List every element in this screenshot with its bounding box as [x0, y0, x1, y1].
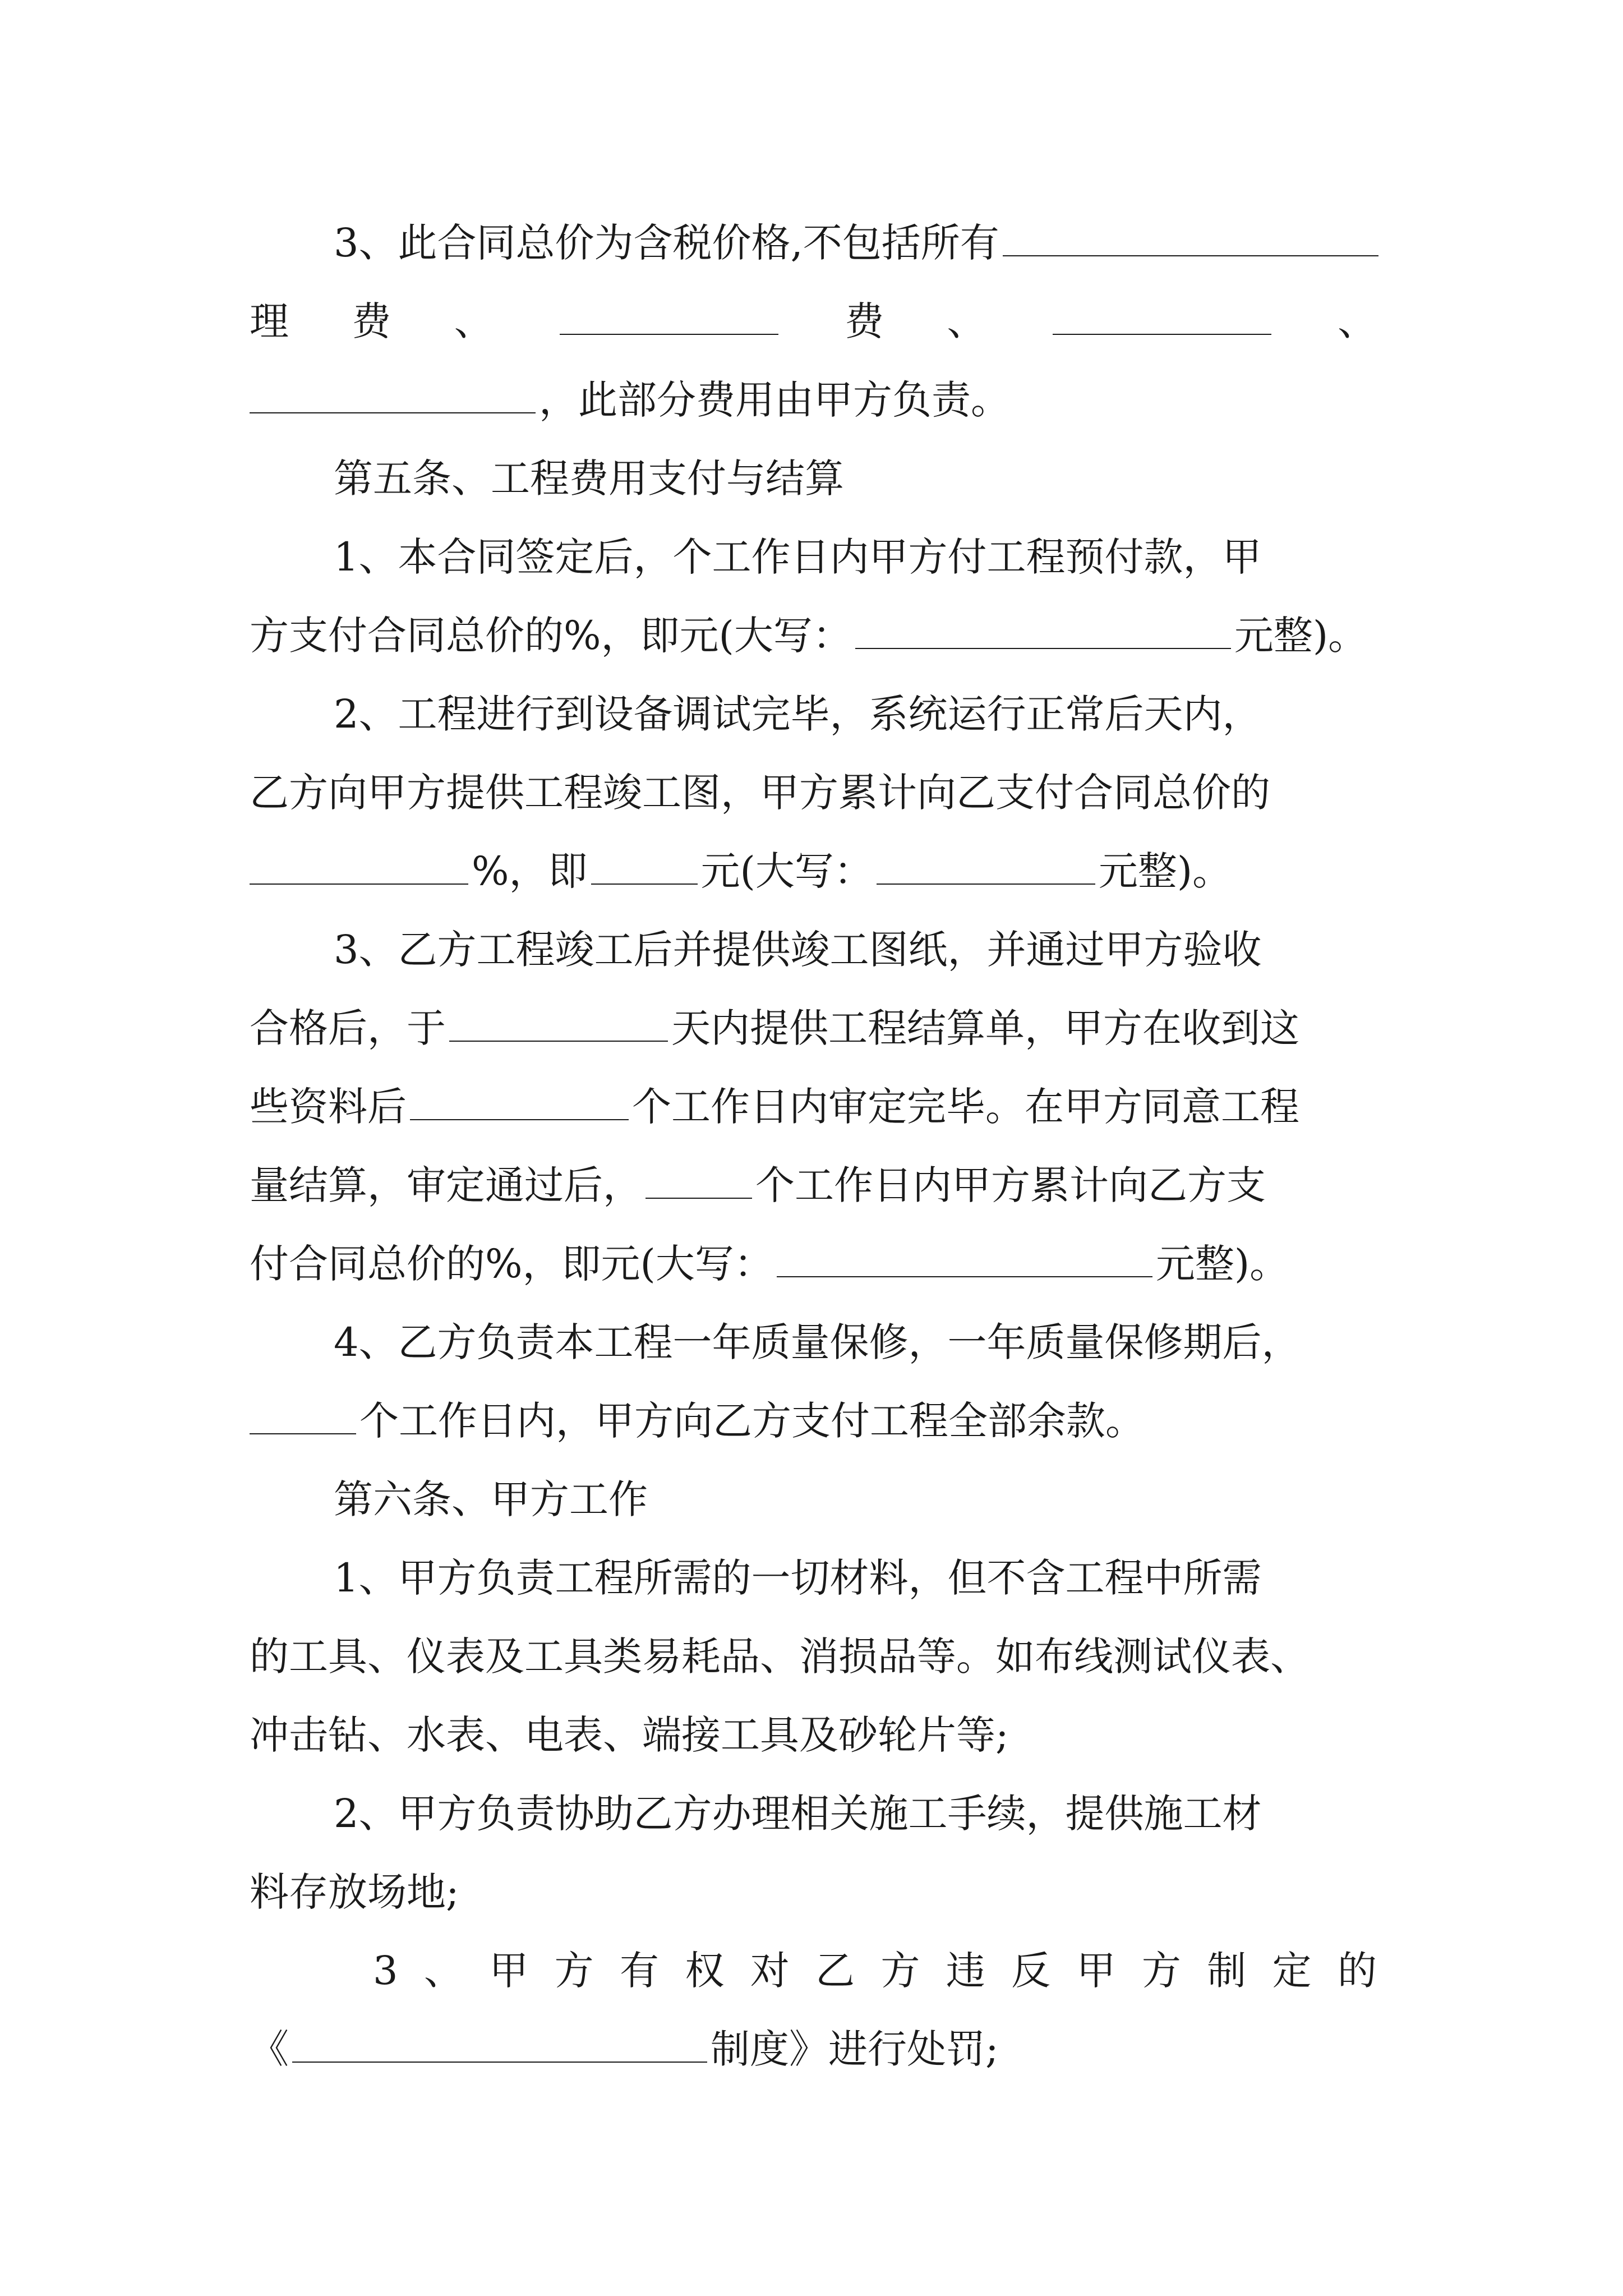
text: 元整)。 — [1234, 613, 1368, 659]
text: 乙方向甲方提供工程竣工图，甲方累计向乙支付合同总价的 — [250, 770, 1270, 816]
text: 个工作日内甲方累计向乙方支 — [755, 1162, 1266, 1208]
text: 3、乙方工程竣工后并提供竣工图纸，并通过甲方验收 — [334, 927, 1262, 973]
text: 2、工程进行到设备调试完毕，系统运行正常后天内， — [334, 691, 1262, 737]
section-5-heading — [334, 448, 1461, 509]
text: 费 — [352, 298, 391, 344]
text: 1、本合同签定后，个工作日内甲方付工程预付款，甲 — [334, 534, 1262, 580]
text: 第六条、甲方工作 — [334, 1476, 648, 1522]
text: 量结算，审定通过后， — [250, 1162, 642, 1208]
text: 方 — [554, 1948, 594, 1994]
text: 权 — [685, 1948, 725, 1994]
clause-5-2-line-3 — [250, 840, 1377, 902]
text: 天内提供工程结算单，甲方在收到这 — [671, 1005, 1299, 1051]
clause-6-1-line-1 — [334, 1547, 1461, 1609]
text: 方支付合同总价的%，即元(大写： — [250, 613, 852, 659]
blank-field — [410, 1086, 629, 1121]
clause-6-2-line-1 — [334, 1783, 1461, 1844]
text: 、 — [1337, 298, 1377, 344]
blank-field — [250, 1400, 356, 1435]
text: 对 — [750, 1948, 790, 1994]
text: 《 — [250, 2026, 289, 2072]
text: 付合同总价的%，即元(大写： — [250, 1241, 773, 1287]
text: 、 — [454, 298, 494, 344]
section-6-heading — [334, 1469, 1461, 1530]
text: 元整)。 — [1098, 848, 1232, 894]
blank-field — [250, 850, 468, 885]
blank-field — [877, 850, 1095, 885]
text: 元(大写： — [700, 848, 873, 894]
clause-5-1-line-1 — [334, 526, 1461, 588]
blank-field — [591, 850, 698, 885]
text: 元整)。 — [1155, 1241, 1289, 1287]
text: 、 — [947, 298, 986, 344]
clause-5-3-line-3 — [250, 1076, 1377, 1138]
blank-field — [560, 301, 778, 335]
text: 制 — [1207, 1948, 1247, 1994]
text: 反 — [1011, 1948, 1051, 1994]
text: ，此部分费用由甲方负责。 — [539, 377, 1010, 423]
clause-6-1-line-2 — [250, 1626, 1377, 1687]
text: 、 — [423, 1948, 463, 1994]
blank-field — [449, 1007, 668, 1042]
clause-5-2-line-1 — [334, 683, 1461, 745]
text: 1、甲方负责工程所需的一切材料，但不含工程中所需 — [334, 1555, 1262, 1601]
text: 4、乙方负责本工程一年质量保修，一年质量保修期后， — [334, 1319, 1301, 1365]
clause-6-3-line-1 — [373, 1940, 1377, 2001]
text: 违 — [946, 1948, 985, 1994]
text: 的工具、仪表及工具类易耗品、消损品等。如布线测试仪表、 — [250, 1634, 1310, 1680]
text: 3、此合同总价为含税价格,不包括所有 — [334, 220, 999, 266]
text: 2、甲方负责协助乙方办理相关施工手续，提供施工材 — [334, 1791, 1262, 1837]
text: 甲 — [489, 1948, 529, 1994]
text: 料存放场地; — [250, 1869, 459, 1915]
blank-field — [292, 2028, 707, 2063]
text: 定 — [1272, 1948, 1312, 1994]
clause-6-1-line-3 — [250, 1704, 1377, 1766]
clause-6-2-line-2 — [250, 1861, 1377, 1923]
clause-4-3-line-1 — [334, 212, 1461, 274]
clause-5-2-line-2 — [250, 762, 1377, 823]
text: 费 — [845, 298, 884, 344]
text: 个工作日内，甲方向乙方支付工程全部余款。 — [359, 1398, 1145, 1444]
blank-field — [250, 379, 536, 414]
text: %，即 — [472, 848, 588, 894]
text: 方 — [1141, 1948, 1181, 1994]
clause-5-4-line-1 — [334, 1312, 1461, 1373]
text: 甲 — [1076, 1948, 1116, 1994]
clause-5-3-line-2 — [250, 997, 1377, 1059]
text: 的 — [1337, 1948, 1377, 1994]
text: 方 — [880, 1948, 920, 1994]
clause-5-1-line-2 — [250, 605, 1377, 666]
text: 些资料后 — [250, 1084, 407, 1130]
blank-field — [1053, 301, 1271, 335]
text: 乙 — [815, 1948, 855, 1994]
blank-field — [1003, 222, 1378, 257]
clause-5-3-line-4 — [250, 1154, 1377, 1216]
blank-field — [777, 1243, 1152, 1278]
text: 制度》进行处罚; — [711, 2026, 999, 2072]
blank-field — [645, 1165, 752, 1199]
text: 理 — [250, 298, 289, 344]
clause-5-4-line-2 — [250, 1390, 1377, 1452]
blank-field — [855, 615, 1231, 650]
text: 冲击钻、水表、电表、端接工具及砂轮片等; — [250, 1712, 1009, 1758]
text: 第五条、工程费用支付与结算 — [334, 455, 844, 501]
clause-4-3-line-2 — [250, 291, 1377, 352]
clause-5-3-line-1 — [334, 919, 1461, 981]
clause-6-3-line-2 — [250, 2018, 1377, 2080]
text: 有 — [619, 1948, 659, 1994]
text: 合格后，于 — [250, 1005, 446, 1051]
clause-4-3-line-3 — [250, 369, 1377, 431]
text: 3 — [373, 1948, 398, 1994]
clause-5-3-line-5 — [250, 1233, 1377, 1295]
text: 个工作日内审定完毕。在甲方同意工程 — [632, 1084, 1299, 1130]
